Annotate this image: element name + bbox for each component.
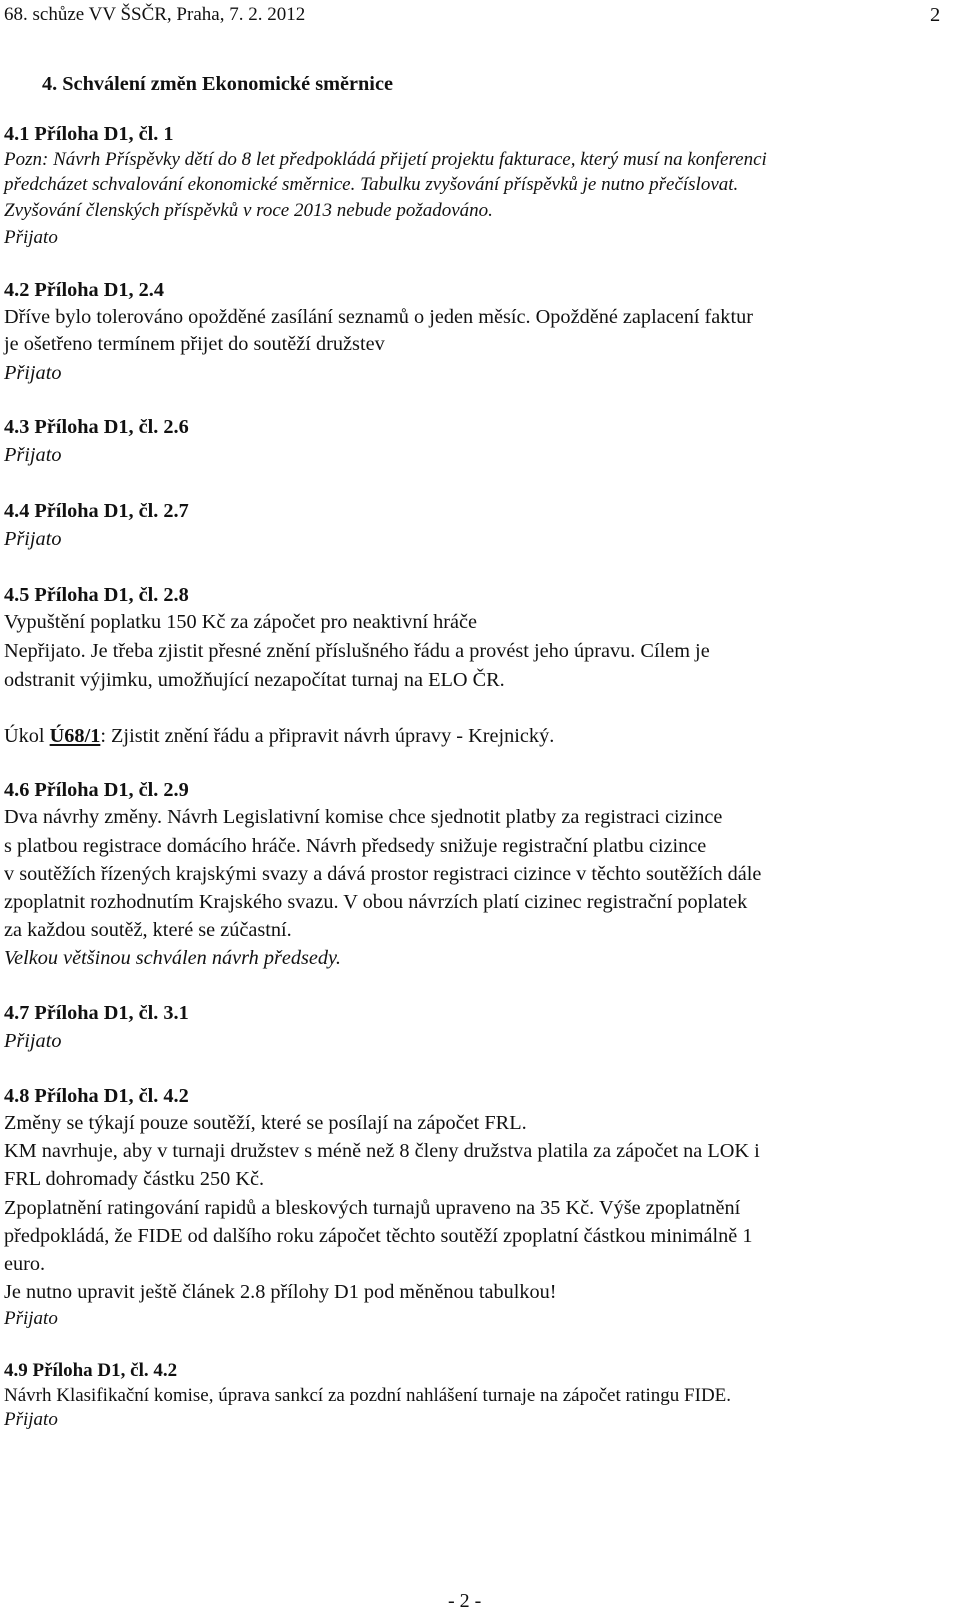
item-4-6-result: Velkou většinou schválen návrh předsedy.	[4, 947, 341, 969]
item-4-8-line: KM navrhuje, aby v turnaji družstev s méně než 8 členy družstva platila za zápočet na LOK i	[4, 1140, 760, 1162]
item-4-6-line: v soutěžích řízených krajskými svazy a dává prostor registraci cizince v těchto soutěžích dále	[4, 863, 762, 885]
item-4-8-result: Přijato	[4, 1308, 58, 1329]
item-4-3-heading: 4.3 Příloha D1, čl. 2.6	[4, 416, 189, 438]
item-4-3-result: Přijato	[4, 444, 62, 466]
item-4-8-heading: 4.8 Příloha D1, čl. 4.2	[4, 1085, 189, 1107]
item-4-5-line: Vypuštění poplatku 150 Kč za zápočet pro neaktivní hráče	[4, 611, 478, 633]
item-4-6-line: s platbou registrace domácího hráče. Návrh předsedy snižuje registrační platbu cizince	[4, 835, 707, 857]
header-meeting: 68. schůze VV ŠSČR, Praha, 7. 2. 2012	[4, 4, 306, 25]
item-4-2-line: Dříve bylo tolerováno opožděné zasílání seznamů o jeden měsíc. Opožděné zaplacení faktur	[4, 306, 753, 328]
task-prefix: Úkol	[4, 725, 50, 747]
item-4-1-note-line: Pozn: Návrh Příspěvky dětí do 8 let předpokládá přijetí projektu fakturace, který musí na konferenci	[4, 149, 767, 170]
item-4-5-line: odstranit výjimku, umožňující nezapočítat turnaj na ELO ČR.	[4, 669, 505, 691]
item-4-5-heading: 4.5 Příloha D1, čl. 2.8	[4, 584, 189, 606]
item-4-6-line: za každou soutěž, které se zúčastní.	[4, 919, 292, 941]
footer-page-number: - 2 -	[448, 1590, 482, 1612]
item-4-9-result: Přijato	[4, 1409, 58, 1430]
item-4-5-line: Nepřijato. Je třeba zjistit přesné znění příslušného řádu a provést jeho úpravu. Cílem je	[4, 640, 710, 662]
item-4-1-note-line: předcházet schvalování ekonomické směrnice. Tabulku zvyšování příspěvků je nutno přečíslovat.	[4, 174, 739, 195]
item-4-8-line: FRL dohromady částku 250 Kč.	[4, 1168, 265, 1190]
item-4-1-note-line: Zvyšování členských příspěvků v roce 2013 nebude požadováno.	[4, 200, 493, 221]
item-4-8-line: euro.	[4, 1253, 46, 1275]
task-text: : Zjistit znění řádu a připravit návrh úpravy - Krejnický.	[100, 725, 555, 747]
item-4-1-heading: 4.1 Příloha D1, čl. 1	[4, 123, 174, 145]
item-4-6-line: zpoplatnit rozhodnutím Krajského svazu. V obou návrzích platí cizinec registrační poplatek	[4, 891, 748, 913]
task-code: Ú68/1	[49, 725, 101, 747]
item-4-9-heading: 4.9 Příloha D1, čl. 4.2	[4, 1360, 178, 1381]
item-4-4-heading: 4.4 Příloha D1, čl. 2.7	[4, 500, 189, 522]
header-page-number: 2	[930, 4, 941, 26]
item-4-1-result: Přijato	[4, 227, 58, 248]
item-4-8-line: Je nutno upravit ještě článek 2.8 přílohy D1 pod měněnou tabulkou!	[4, 1281, 557, 1303]
item-4-6-heading: 4.6 Příloha D1, čl. 2.9	[4, 779, 189, 801]
item-4-7-result: Přijato	[4, 1030, 62, 1052]
item-4-8-line: Zpoplatnění ratingování rapidů a bleskových turnajů upraveno na 35 Kč. Výše zpoplatnění	[4, 1197, 741, 1219]
item-4-7-heading: 4.7 Příloha D1, čl. 3.1	[4, 1002, 189, 1024]
item-4-4-result: Přijato	[4, 528, 62, 550]
item-4-5-task	[4, 724, 554, 748]
section-title: 4. Schválení změn Ekonomické směrnice	[42, 73, 393, 95]
item-4-2-line: je ošetřeno termínem přijet do soutěží družstev	[4, 333, 385, 355]
item-4-8-line: Změny se týkají pouze soutěží, které se posílají na zápočet FRL.	[4, 1112, 527, 1134]
item-4-2-heading: 4.2 Příloha D1, 2.4	[4, 279, 164, 301]
item-4-9-line: Návrh Klasifikační komise, úprava sankcí za pozdní nahlášení turnaje na zápočet ratingu FIDE.	[4, 1385, 732, 1406]
item-4-2-result: Přijato	[4, 362, 62, 384]
item-4-6-line: Dva návrhy změny. Návrh Legislativní komise chce sjednotit platby za registraci cizince	[4, 806, 723, 828]
item-4-8-line: předpokládá, že FIDE od dalšího roku zápočet těchto soutěží zpoplatní částkou minimálně 1	[4, 1225, 753, 1247]
